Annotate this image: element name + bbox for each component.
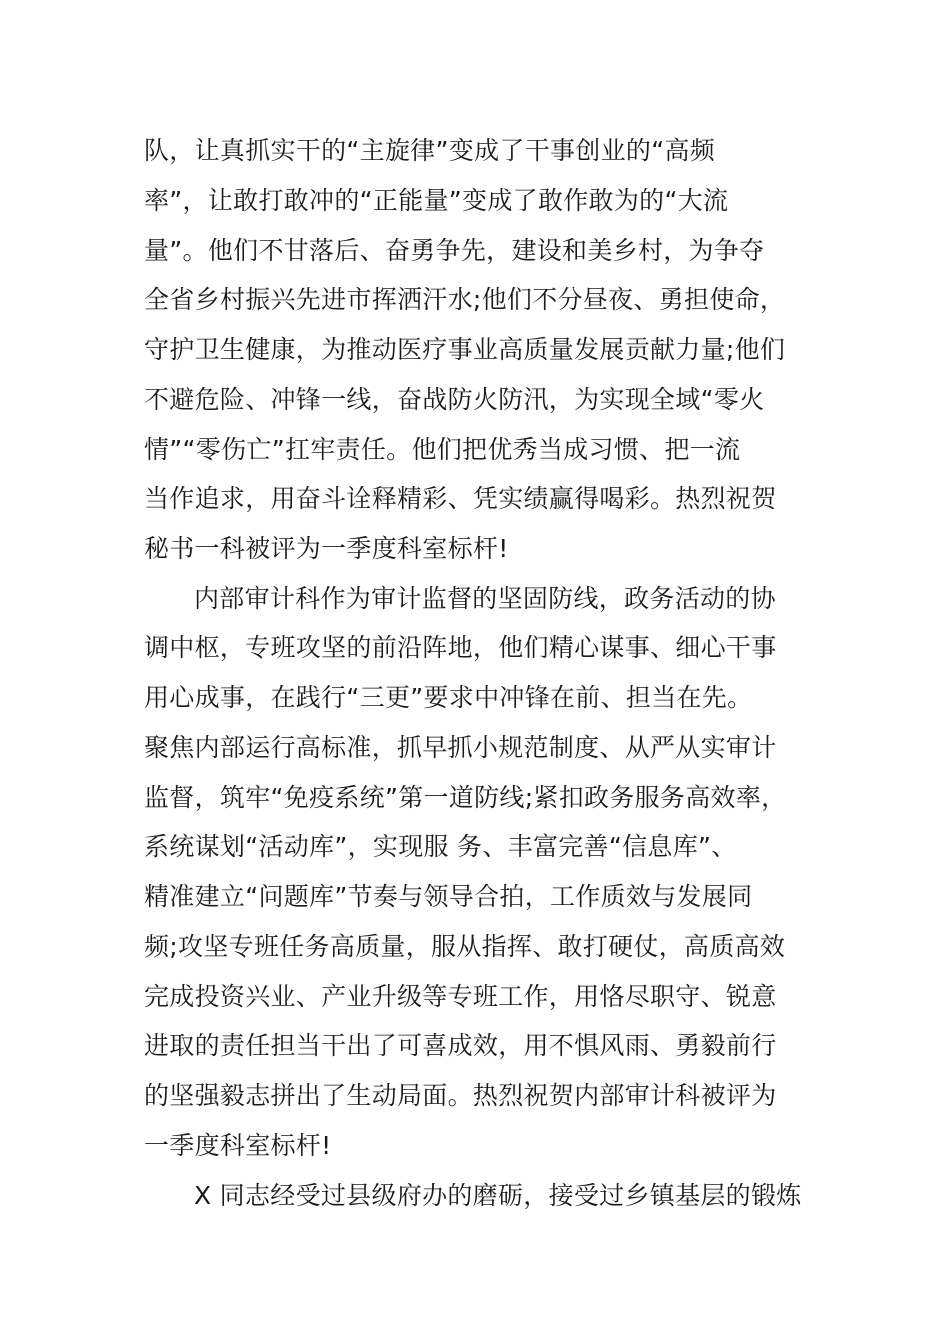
text-line: 不避危险、冲锋一线，奋战防火防汛，为实现全域“零火: [144, 385, 765, 414]
text-line: 系统谋划“活动库”，实现服 务、丰富完善“信息库”、: [144, 832, 737, 861]
text-line: 调中枢，专班攻坚的前沿阵地，他们精心谋事、细心干事: [144, 633, 777, 662]
text-line: 秘书一科被评为一季度科室标杆!: [144, 534, 509, 563]
paragraph-first-line: 内部审计科作为审计监督的坚固防线，政务活动的协: [194, 584, 776, 613]
paragraph-first-line: X 同志经受过县级府办的磨砺，接受过乡镇基层的锻炼: [194, 1181, 802, 1210]
text-line: 频;攻坚专班任务高质量，服从指挥、敢打硬仗，高质高效: [144, 932, 786, 961]
text-line: 的坚强毅志拼出了生动局面。热烈祝贺内部审计科被评为: [144, 1081, 777, 1110]
text-line: 守护卫生健康，为推动医疗事业高质量发展贡献力量;他们: [144, 335, 786, 364]
text-line: 聚焦内部运行高标准，抓早抓小规范制度、从严从实审计: [144, 733, 777, 762]
text-line: 精准建立“问题库”节奏与领导合拍，工作质效与发展同: [144, 882, 753, 911]
text-line: 一季度科室标杆!: [144, 1131, 332, 1160]
text-line: 量”。他们不甘落后、奋勇争先，建设和美乡村，为争夺: [144, 236, 765, 265]
text-line: 队，让真抓实干的“主旋律”变成了干事创业的“高频: [144, 136, 716, 165]
text-line: 监督，筑牢“免疫系统”第一道防线;紧扣政务服务高效率，: [144, 783, 787, 812]
text-line: 完成投资兴业、产业升级等专班工作，用恪尽职守、锐意: [144, 982, 777, 1011]
text-line: 当作追求，用奋斗诠释精彩、凭实绩赢得喝彩。热烈祝贺: [144, 484, 777, 513]
text-line: 用心成事，在践行“三更”要求中冲锋在前、担当在先。: [144, 683, 753, 712]
text-line: 情”“零伤亡”扛牢责任。他们把优秀当成习惯、把一流: [144, 435, 741, 464]
text-line: 全省乡村振兴先进市挥洒汗水;他们不分昼夜、勇担使命，: [144, 285, 786, 314]
text-line: 率”，让敢打敢冲的“正能量”变成了敢作敢为的“大流: [144, 186, 729, 215]
text-line: 进取的责任担当干出了可喜成效，用不惧风雨、勇毅前行: [144, 1031, 777, 1060]
